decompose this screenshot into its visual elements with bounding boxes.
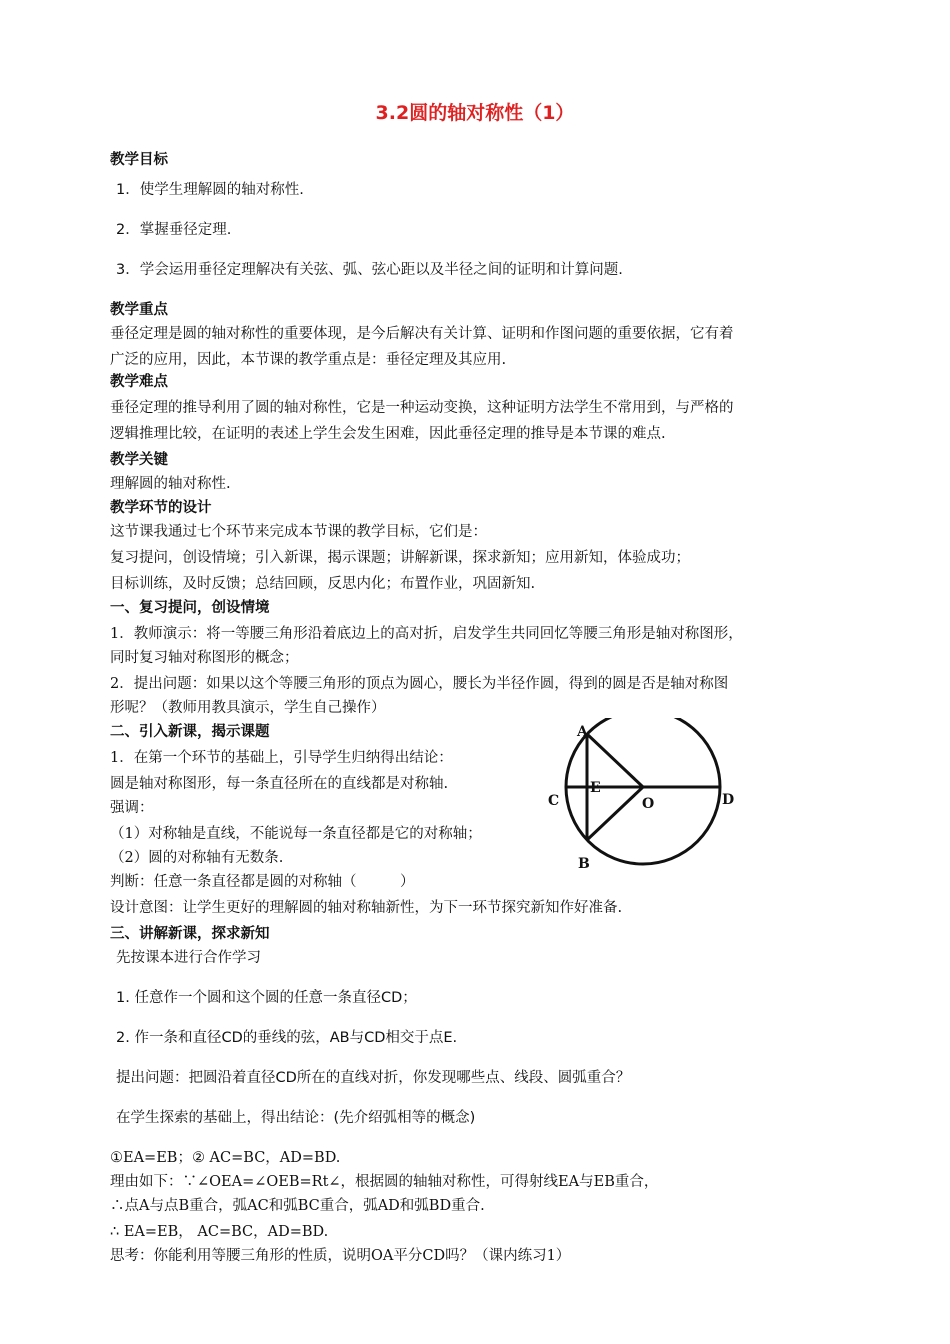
section3-step: 1. 任意作一个圆和这个圆的任意一条直径CD； (116, 990, 417, 1006)
section3-line: ①EA=EB；② AC=BC，AD=BD. (110, 1150, 341, 1166)
label-c: C (548, 793, 560, 809)
section2-heading: 二、引入新课，揭示课题 (110, 724, 270, 740)
design-line: 复习提问，创设情境；引入新课，揭示课题；讲解新课，探求新知；应用新知，体验成功； (110, 550, 690, 566)
design-line: 这节课我通过七个环节来完成本节课的教学目标，它们是： (110, 524, 487, 540)
section2-line: 判断：任意一条直径都是圆的对称轴（ ） (110, 874, 415, 890)
section3-line: 思考：你能利用等腰三角形的性质，说明OA平分CD吗？（课内练习1） (110, 1248, 571, 1264)
section1-line: 形呢？（教师用教具演示，学生自己操作） (110, 700, 386, 716)
label-o: O (642, 796, 655, 812)
section2-line: 强调： (110, 800, 154, 816)
circle-diagram (540, 718, 750, 878)
objective-item: 2．掌握垂径定理. (116, 222, 232, 238)
section3-line: ∴ EA=EB， AC=BC，AD=BD. (110, 1224, 329, 1240)
difficulties-line: 逻辑推理比较，在证明的表述上学生会发生困难，因此垂径定理的推导是本节课的难点. (110, 426, 666, 442)
objective-item: 1．使学生理解圆的轴对称性. (116, 182, 304, 198)
section1-line: 同时复习轴对称图形的概念； (110, 650, 299, 666)
section2-line: 1．在第一个环节的基础上，引导学生归纳得出结论： (110, 750, 453, 766)
label-e: E (590, 780, 601, 796)
key-points-line: 广泛的应用，因此，本节课的教学重点是：垂径定理及其应用. (110, 352, 507, 368)
label-a: A (577, 724, 588, 740)
section2-line: 圆是轴对称图形，每一条直径所在的直线都是对称轴. (110, 776, 449, 792)
document-title: 3.2圆的轴对称性（1） (375, 102, 575, 124)
section3-conclusion-intro: 在学生探索的基础上，得出结论：(先介绍弧相等的概念) (116, 1110, 476, 1126)
label-b: B (578, 856, 590, 872)
key-points-line: 垂径定理是圆的轴对称性的重要体现，是今后解决有关计算、证明和作图问题的重要依据，它有着 (110, 326, 734, 342)
section1-heading: 一、复习提问，创设情境 (110, 600, 270, 616)
section1-line: 2．提出问题：如果以这个等腰三角形的顶点为圆心，腰长为半径作圆，得到的圆是否是轴对称图 (110, 676, 729, 692)
section3-step: 2. 作一条和直径CD的垂线的弦，AB与CD相交于点E. (116, 1030, 458, 1046)
key-points-heading: 教学重点 (110, 302, 168, 318)
section3-intro: 先按课本进行合作学习 (116, 950, 261, 966)
section3-heading: 三、讲解新课，探求新知 (110, 926, 270, 942)
section3-question: 提出问题：把圆沿着直径CD所在的直线对折，你发现哪些点、线段、圆弧重合？ (116, 1070, 631, 1086)
difficulties-line: 垂径定理的推导利用了圆的轴对称性，它是一种运动变换，这种证明方法学生不常用到，与严格的 (110, 400, 734, 416)
objectives-heading: 教学目标 (110, 152, 168, 168)
design-heading: 教学环节的设计 (110, 500, 212, 516)
difficulties-heading: 教学难点 (110, 374, 168, 390)
key-heading: 教学关键 (110, 452, 168, 468)
section3-line: ∴点A与点B重合，弧AC和弧BC重合，弧AD和弧BD重合. (110, 1198, 485, 1214)
objective-item: 3．学会运用垂径定理解决有关弦、弧、弦心距以及半径之间的证明和计算问题. (116, 262, 623, 278)
key-line: 理解圆的轴对称性. (110, 476, 231, 492)
section3-line: 理由如下：∵∠OEA=∠OEB=Rt∠，根据圆的轴轴对称性，可得射线EA与EB重合， (110, 1174, 659, 1190)
section1-line: 1．教师演示：将一等腰三角形沿着底边上的高对折，启发学生共同回忆等腰三角形是轴对称图形， (110, 626, 743, 642)
design-line: 目标训练，及时反馈；总结回顾，反思内化；布置作业，巩固新知. (110, 576, 536, 592)
label-d: D (722, 792, 735, 808)
section2-line: （2）圆的对称轴有无数条. (110, 850, 284, 866)
section2-line: 设计意图：让学生更好的理解圆的轴对称轴新性，为下一环节探究新知作好准备. (110, 900, 623, 916)
section2-line: （1）对称轴是直线，不能说每一条直径都是它的对称轴； (110, 826, 482, 842)
